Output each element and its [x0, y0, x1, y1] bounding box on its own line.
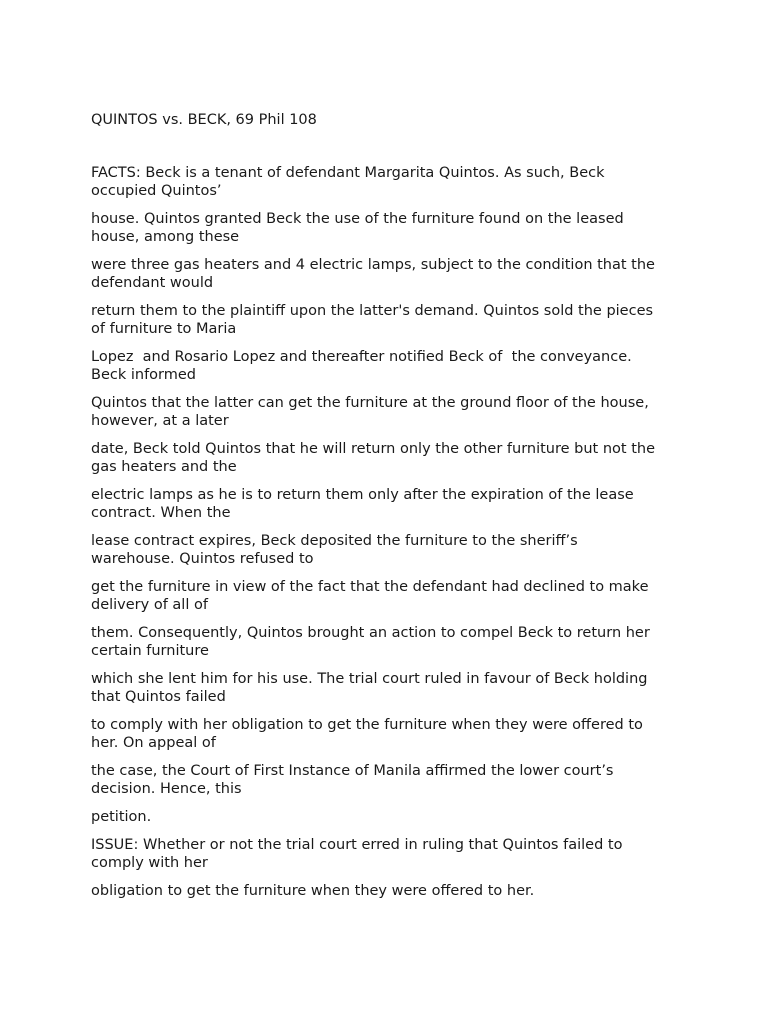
- paragraph: petition.: [91, 809, 152, 825]
- issue-paragraph: ISSUE: Whether or not the trial court erred in ruling that Quintos failed to comply with her: [91, 837, 623, 871]
- paragraph: return them to the plaintiff upon the latter's demand. Quintos sold the pieces of furniture to Maria: [91, 303, 654, 337]
- paragraph: electric lamps as he is to return them only after the expiration of the lease contract. When the: [91, 487, 634, 521]
- paragraph: house. Quintos granted Beck the use of the furniture found on the leased house, among these: [91, 211, 624, 245]
- paragraph: them. Consequently, Quintos brought an action to compel Beck to return her certain furniture: [91, 625, 650, 659]
- paragraph: Quintos that the latter can get the furniture at the ground floor of the house, however, at a later: [91, 395, 649, 429]
- case-title: QUINTOS vs. BECK, 69 Phil 108: [91, 112, 317, 128]
- paragraph: to comply with her obligation to get the furniture when they were offered to her. On appeal of: [91, 717, 643, 751]
- paragraph: lease contract expires, Beck deposited the furniture to the sheriff’s warehouse. Quintos refused to: [91, 533, 578, 567]
- paragraph: which she lent him for his use. The trial court ruled in favour of Beck holding that Quintos failed: [91, 671, 648, 705]
- paragraph: date, Beck told Quintos that he will return only the other furniture but not the gas heaters and the: [91, 441, 656, 475]
- paragraph: get the furniture in view of the fact that the defendant had declined to make delivery of all of: [91, 579, 649, 613]
- paragraph: Lopez and Rosario Lopez and thereafter notified Beck of the conveyance. Beck informed: [91, 349, 632, 383]
- paragraph: the case, the Court of First Instance of Manila affirmed the lower court’s decision. Hence, this: [91, 763, 614, 797]
- document-body: [91, 164, 691, 900]
- paragraph: FACTS: Beck is a tenant of defendant Margarita Quintos. As such, Beck occupied Quintos’: [91, 165, 605, 199]
- paragraph: were three gas heaters and 4 electric lamps, subject to the condition that the defendant would: [91, 257, 655, 291]
- paragraph: obligation to get the furniture when they were offered to her.: [91, 883, 535, 899]
